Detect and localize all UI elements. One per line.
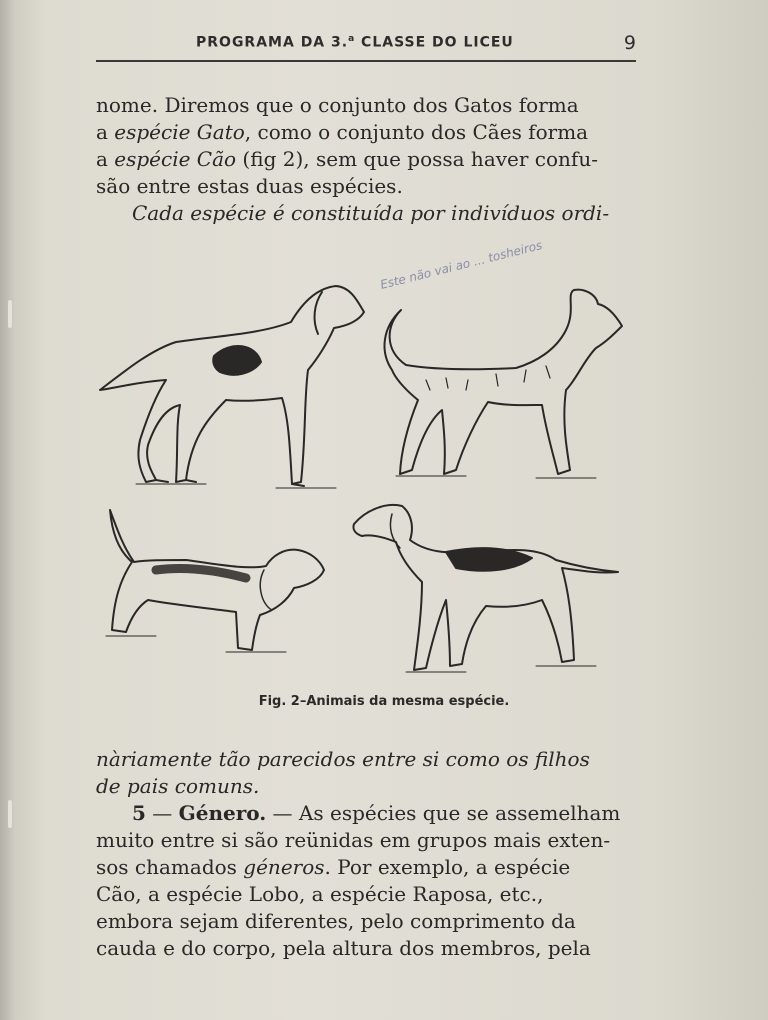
section-number: 5 bbox=[132, 801, 146, 825]
text-span: sos chamados bbox=[96, 855, 244, 879]
text-line: cauda e do corpo, pela altura dos membros, pela bbox=[96, 936, 591, 960]
text-block-bottom bbox=[96, 746, 636, 962]
binding-thread bbox=[8, 300, 12, 328]
book-binding bbox=[0, 0, 16, 1020]
emphasis-text: nàriamente tão parecidos entre si como os filhos bbox=[96, 747, 590, 771]
text-line: nome. Diremos que o conjunto dos Gatos forma bbox=[96, 93, 579, 117]
text-span: — As espécies que se assemelham bbox=[266, 801, 621, 825]
figure-2 bbox=[96, 270, 636, 690]
running-head-superscript: a bbox=[348, 34, 356, 44]
emphasis-text: espécie Cão bbox=[114, 147, 237, 171]
text-line: são entre estas duas espécies. bbox=[96, 174, 403, 198]
running-head-text: PROGRAMA DA 3. bbox=[196, 34, 349, 51]
text-block-top bbox=[96, 92, 636, 227]
binding-thread bbox=[8, 800, 12, 828]
section-dash: — bbox=[145, 801, 179, 825]
running-head-text-end: CLASSE DO LICEU bbox=[355, 34, 514, 51]
basset-dog bbox=[106, 510, 324, 652]
running-head bbox=[196, 34, 514, 51]
page-header bbox=[96, 30, 636, 62]
caption-label: Fig. 2 bbox=[258, 694, 300, 709]
pointer-dog bbox=[100, 286, 364, 488]
hound-dog bbox=[353, 505, 618, 672]
text-line: embora sejam diferentes, pelo comprimento da bbox=[96, 909, 576, 933]
text-span: , como o conjunto dos Cães forma bbox=[244, 120, 589, 144]
text-span: (fig 2), sem que possa haver confu- bbox=[236, 147, 598, 171]
page-number: 9 bbox=[623, 32, 636, 54]
emphasis-text: géneros bbox=[243, 855, 325, 879]
handwritten-note: Este não vai ao ... tosheiros bbox=[378, 238, 544, 292]
text-span: . Por exemplo, a espécie bbox=[324, 855, 571, 879]
figure-caption bbox=[0, 694, 768, 709]
text-line bbox=[96, 773, 636, 800]
text-line bbox=[96, 746, 636, 773]
text-line bbox=[96, 146, 636, 173]
text-line bbox=[96, 200, 636, 227]
figure-illustration bbox=[96, 270, 636, 690]
text-line: muito entre si são reünidas em grupos mais exten- bbox=[96, 828, 611, 852]
section-heading-line bbox=[96, 800, 636, 827]
caption-text: –Animais da mesma espécie. bbox=[299, 694, 510, 709]
emphasis-text: de pais comuns. bbox=[96, 774, 260, 798]
emphasis-text: Cada espécie é constituída por indivíduos ordi- bbox=[132, 201, 610, 225]
terrier-dog bbox=[385, 290, 622, 478]
text-line: Cão, a espécie Lobo, a espécie Raposa, etc., bbox=[96, 882, 544, 906]
text-line bbox=[96, 119, 636, 146]
section-title: Género. bbox=[178, 801, 267, 825]
text-span: a bbox=[96, 120, 115, 144]
text-line bbox=[96, 854, 636, 881]
text-span: a bbox=[96, 147, 115, 171]
emphasis-text: espécie Gato bbox=[114, 120, 245, 144]
